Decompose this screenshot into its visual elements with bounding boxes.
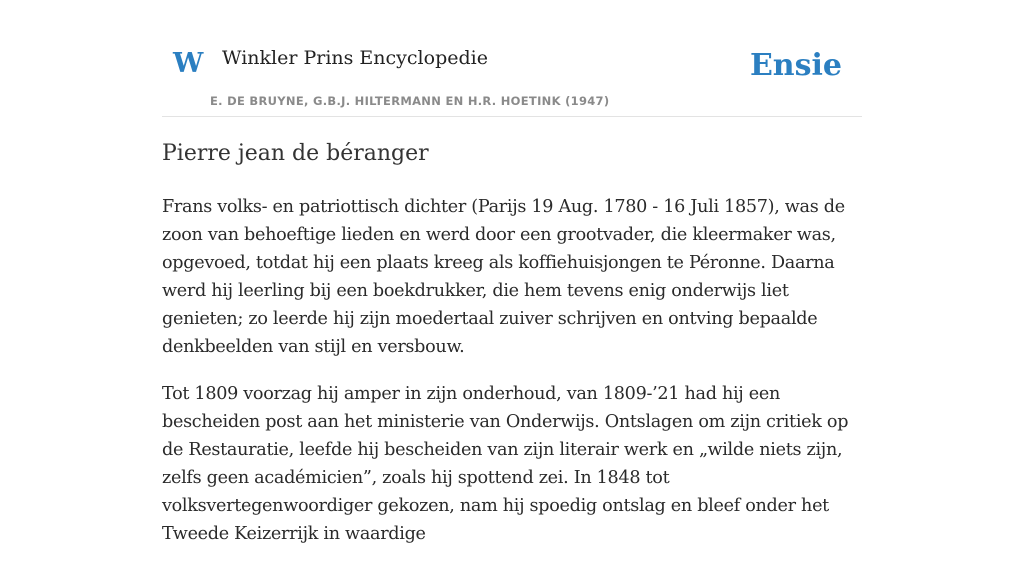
source-header <box>162 30 862 117</box>
article-paragraph: Tot 1809 voorzag hij amper in zijn onderhoud, van 1809-’21 had hij een bescheiden post aan het ministerie van Onderwijs. Ontslagen om zijn critiek op de Restauratie, leefde hij bescheiden van zijn literair werk en „wilde niets zijn, zelfs geen académicien”, zoals hij spottend zei. In 1848 tot volksvertegenwoordiger gekozen, nam hij spoedig ontslag en bleef onder het Tweede Keizerrijk in waardige <box>162 383 849 544</box>
article-paragraph: Frans volks- en patriottisch dichter (Parijs 19 Aug. 1780 - 16 Juli 1857), was de zoon van behoeftige lieden en werd door een grootvader, die kleermaker was, opgevoed, totdat hij een plaats kreeg als koffiehuisjongen te Péronne. Daarna werd hij leerling bij een boekdrukker, die hem tevens enig onderwijs liet genieten; zo leerde hij zijn moedertaal zuiver schrijven en ontving bepaalde denkbeelden van stijl en versbouw. <box>162 196 845 357</box>
brand-logo[interactable]: Ensie <box>749 48 842 83</box>
source-title[interactable]: Winkler Prins Encyclopedie <box>222 47 488 69</box>
article <box>162 140 864 567</box>
article-title: Pierre jean de béranger <box>162 141 429 166</box>
source-logo[interactable]: W <box>173 48 204 79</box>
source-authors: E. DE BRUYNE, G.B.J. HILTERMANN EN H.R. HOETINK (1947) <box>210 94 610 108</box>
